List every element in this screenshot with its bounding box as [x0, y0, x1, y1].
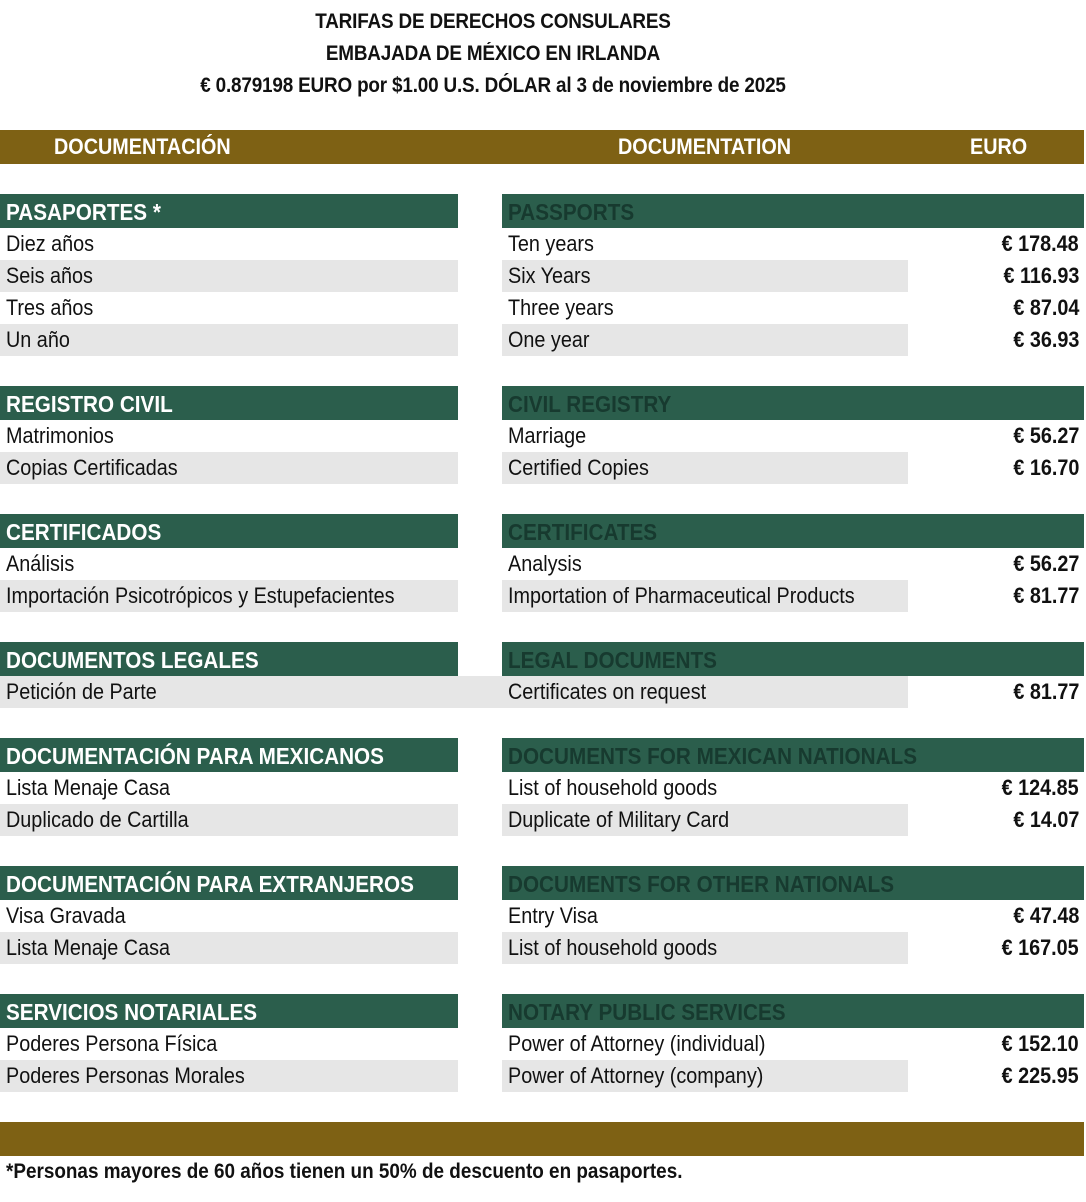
row-fee-euro: € 81.77 [1012, 679, 1079, 704]
row-fee-euro: € 87.04 [1012, 295, 1079, 320]
table-row [0, 900, 1086, 932]
row-fee-euro: € 56.27 [1012, 551, 1079, 576]
title-line-2: EMBAJADA DE MÉXICO EN IRLANDA [325, 42, 661, 65]
section-heading-es-label: SERVICIOS NOTARIALES [6, 999, 258, 1025]
row-label-es: Matrimonios [6, 423, 114, 448]
section-heading-es [0, 738, 458, 772]
row-label-en: Certified Copies [508, 455, 649, 480]
section-heading-en-label: CERTIFICATES [508, 519, 658, 545]
table-row [0, 228, 1086, 260]
table-row [0, 772, 1086, 804]
section-heading-en [502, 194, 1084, 228]
row-label-es: Tres años [6, 295, 94, 320]
row-label-es: Seis años [6, 263, 93, 288]
table-row [0, 452, 1086, 484]
row-label-en: Marriage [508, 423, 587, 448]
row-fee-euro: € 14.07 [1012, 807, 1079, 832]
row-label-en: Three years [508, 295, 614, 320]
section-heading-en [502, 738, 1084, 772]
header-documentacion: DOCUMENTACIÓN [54, 134, 231, 159]
section-heading-es-label: PASAPORTES * [6, 199, 161, 225]
section-heading-es [0, 386, 458, 420]
section-heading-en [502, 994, 1084, 1028]
section-heading-en-label: NOTARY PUBLIC SERVICES [508, 999, 786, 1025]
section-heading-en [502, 386, 1084, 420]
table-row [0, 260, 1086, 292]
row-label-en: Power of Attorney (individual) [508, 1031, 766, 1056]
exchange-rate-line: € 0.879198 EURO por $1.00 U.S. DÓLAR al 3 de noviembre de 2025 [200, 74, 786, 97]
section-heading-es-label: REGISTRO CIVIL [6, 391, 173, 417]
table-row [0, 548, 1086, 580]
section-heading-es-label: DOCUMENTACIÓN PARA EXTRANJEROS [6, 871, 414, 897]
row-label-es: Poderes Persona Física [6, 1031, 218, 1056]
table-row [0, 932, 1086, 964]
header-documentation: DOCUMENTATION [618, 134, 792, 159]
section-heading-es [0, 194, 458, 228]
section-heading-es-label: DOCUMENTOS LEGALES [6, 647, 259, 673]
section-heading-es-label: DOCUMENTACIÓN PARA MEXICANOS [6, 743, 384, 769]
row-label-es: Un año [6, 327, 70, 352]
row-fee-euro: € 225.95 [1001, 1063, 1079, 1088]
section-heading-en [502, 642, 1084, 676]
table-row [0, 676, 1086, 708]
section-heading-en-label: PASSPORTS [508, 199, 635, 225]
section-heading-en-label: CIVIL REGISTRY [508, 391, 672, 417]
row-label-es: Lista Menaje Casa [6, 935, 170, 960]
column-header-bar [0, 130, 1084, 164]
row-label-en: Importation of Pharmaceutical Products [508, 583, 855, 608]
table-row [0, 580, 1086, 612]
row-label-es: Copias Certificadas [6, 455, 178, 480]
row-fee-euro: € 81.77 [1012, 583, 1079, 608]
row-label-es: Duplicado de Cartilla [6, 807, 189, 832]
footnote: *Personas mayores de 60 años tienen un 50% de descuento en pasaportes. [6, 1160, 683, 1183]
table-row [0, 324, 1086, 356]
row-label-es: Lista Menaje Casa [6, 775, 170, 800]
row-fee-euro: € 116.93 [1003, 263, 1079, 288]
section-heading-es [0, 994, 458, 1028]
row-label-en: Entry Visa [508, 903, 598, 928]
row-label-en: List of household goods [508, 775, 718, 800]
title-line-1: TARIFAS DE DERECHOS CONSULARES [315, 10, 671, 33]
row-fee-euro: € 178.48 [1001, 231, 1079, 256]
row-fee-euro: € 152.10 [1001, 1031, 1079, 1056]
section-heading-en-label: DOCUMENTS FOR MEXICAN NATIONALS [508, 743, 918, 769]
row-label-en: Six Years [508, 263, 591, 288]
row-fee-euro: € 56.27 [1012, 423, 1079, 448]
section-heading-en-label: DOCUMENTS FOR OTHER NATIONALS [508, 871, 895, 897]
row-label-en: Analysis [508, 551, 582, 576]
row-label-es: Análisis [6, 551, 75, 576]
row-label-es: Diez años [6, 231, 95, 256]
section-heading-es-label: CERTIFICADOS [6, 519, 162, 545]
row-label-en: Ten years [508, 231, 594, 256]
row-label-es: Visa Gravada [6, 903, 126, 928]
row-label-en: Power of Attorney (company) [508, 1063, 764, 1088]
document-title [0, 6, 986, 102]
section-heading-en [502, 514, 1084, 548]
header-euro: EURO [970, 134, 1028, 159]
row-label-en: List of household goods [508, 935, 718, 960]
table-row [0, 1060, 1086, 1092]
row-label-en: Certificates on request [508, 679, 707, 704]
row-label-en: One year [508, 327, 590, 352]
table-row [0, 292, 1086, 324]
section-heading-en-label: LEGAL DOCUMENTS [508, 647, 717, 673]
table-row [0, 1028, 1086, 1060]
row-fee-euro: € 36.93 [1012, 327, 1079, 352]
table-row [0, 420, 1086, 452]
section-heading-es [0, 642, 458, 676]
row-label-en: Duplicate of Military Card [508, 807, 730, 832]
section-heading-es [0, 514, 458, 548]
row-fee-euro: € 16.70 [1012, 455, 1079, 480]
row-fee-euro: € 124.85 [1001, 775, 1079, 800]
section-heading-es [0, 866, 458, 900]
row-label-es: Importación Psicotrópicos y Estupefacientes [6, 583, 395, 608]
table-row [0, 804, 1086, 836]
row-label-es: Petición de Parte [6, 679, 157, 704]
row-label-es: Poderes Personas Morales [6, 1063, 245, 1088]
row-fee-euro: € 47.48 [1012, 903, 1079, 928]
section-heading-en [502, 866, 1084, 900]
row-fee-euro: € 167.05 [1001, 935, 1079, 960]
bottom-bar [0, 1122, 1084, 1156]
